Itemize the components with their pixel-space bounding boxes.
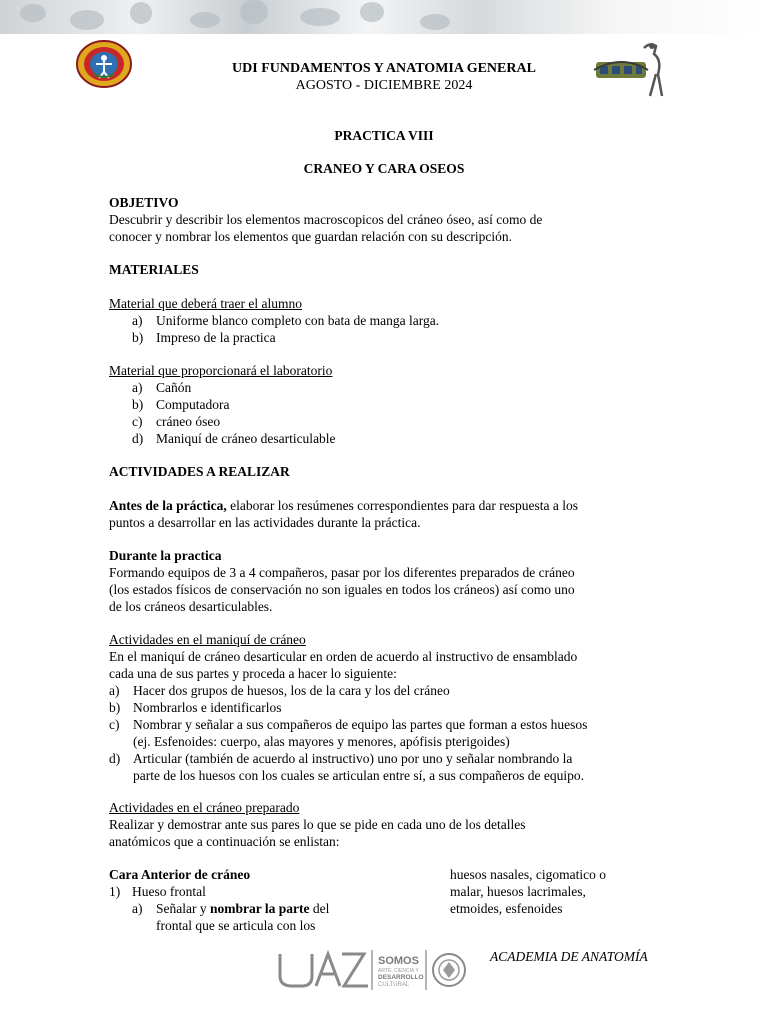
list-item: b) Computadora — [132, 397, 230, 412]
durante-text-line: de los cráneos desarticulables. — [109, 599, 273, 614]
antes-section — [109, 497, 669, 531]
preparado-heading: Actividades en el cráneo preparado — [109, 800, 300, 815]
actividades-heading: ACTIVIDADES A REALIZAR — [109, 464, 290, 479]
list-item: c) Nombrar y señalar a sus compañeros de equipo las partes que forman a estos huesos (ej. Esfenoides: cuerpo, alas mayores y menores, apófisis pterigoides) — [109, 717, 588, 749]
document-header — [0, 60, 768, 94]
practice-title: PRACTICA VIII — [334, 128, 434, 143]
durante-heading: Durante la practica — [109, 548, 222, 563]
materiales-heading: MATERIALES — [109, 262, 199, 277]
durante-text-line: Formando equipos de 3 a 4 compañeros, pasar por los diferentes preparados de cráneo — [109, 565, 575, 580]
material-lab-list — [109, 379, 669, 447]
svg-text:ARTE, CIENCIA Y: ARTE, CIENCIA Y — [378, 968, 419, 974]
cara-anterior-heading: Cara Anterior de cráneo — [109, 867, 251, 882]
list-item: d) Articular (también de acuerdo al instructivo) uno por uno y señalar nombrando la parte de los huesos con los cuales se articulan entre sí, a sus compañeros de equipo. — [109, 751, 584, 783]
list-item: a) Cañón — [132, 380, 192, 395]
durante-text-line: (los estados físicos de conservación no son iguales en todos los cráneos) así como uno — [109, 582, 575, 597]
list-item: a) Uniforme blanco completo con bata de manga larga. — [132, 313, 440, 328]
academy-name: ACADEMIA DE ANATOMÍA — [490, 949, 648, 964]
practice-subtitle: CRANEO Y CARA OSEOS — [303, 161, 465, 176]
decorative-banner — [0, 0, 768, 34]
list-item: b) Nombrarlos e identificarlos — [109, 700, 282, 715]
objetivo-text-line: conocer y nombrar los elementos que guardan relación con su descripción. — [109, 229, 512, 244]
maniqui-list — [109, 682, 669, 784]
list-item: 1) Hueso frontal — [109, 884, 206, 899]
material-alumno-heading: Material que deberá traer el alumno — [109, 296, 303, 311]
cara-anterior-continuation: huesos nasales, cigomatico o malar, huesos lacrimales, etmoides, esfenoides — [450, 867, 606, 916]
antes-text: elaborar los resúmenes correspondientes para dar respuesta a los — [226, 498, 578, 513]
list-item: a) Hacer dos grupos de huesos, los de la cara y los del cráneo — [109, 683, 450, 698]
course-period: AGOSTO - DICIEMBRE 2024 — [295, 78, 473, 93]
maniqui-text-line: cada una de sus partes y proceda a hacer lo siguiente: — [109, 666, 397, 681]
material-lab-section — [109, 362, 669, 447]
maniqui-text-line: En el maniquí de cráneo desarticular en orden de acuerdo al instructivo de ensamblado — [109, 649, 578, 664]
list-item: c) cráneo óseo — [132, 414, 221, 429]
course-title: UDI FUNDAMENTOS Y ANATOMIA GENERAL — [232, 61, 536, 76]
antes-text-line: puntos a desarrollar en las actividades durante la práctica. — [109, 515, 421, 530]
list-item: b) Impreso de la practica — [132, 330, 276, 345]
material-alumno-section — [109, 295, 669, 346]
list-item: d) Maniquí de cráneo desarticulable — [132, 431, 336, 446]
objetivo-section — [109, 194, 669, 245]
antes-label: Antes de la práctica, — [109, 498, 227, 513]
objetivo-heading: OBJETIVO — [109, 195, 179, 210]
durante-section — [109, 547, 669, 615]
svg-text:CULTURAL: CULTURAL — [378, 982, 410, 988]
objetivo-text-line: Descubrir y describir los elementos macroscopicos del cráneo óseo, así como de — [109, 212, 543, 227]
material-lab-heading: Material que proporcionará el laboratorio — [109, 363, 333, 378]
svg-text:DESARROLLO: DESARROLLO — [378, 974, 424, 981]
footer-logo-text: SOMOS — [378, 955, 419, 967]
material-alumno-list — [109, 312, 669, 346]
preparado-text-line: anatómicos que a continuación se enlistan: — [109, 834, 340, 849]
preparado-text-line: Realizar y demostrar ante sus pares lo que se pide en cada uno de los detalles — [109, 817, 526, 832]
maniqui-heading: Actividades en el maniquí de cráneo — [109, 632, 306, 647]
maniqui-section — [109, 631, 669, 784]
preparado-section — [109, 799, 669, 850]
footer-university-logo — [276, 946, 472, 992]
cara-anterior-section — [109, 866, 439, 934]
list-item: a) Señalar y nombrar la parte del frontal que se articula con los — [132, 901, 330, 933]
